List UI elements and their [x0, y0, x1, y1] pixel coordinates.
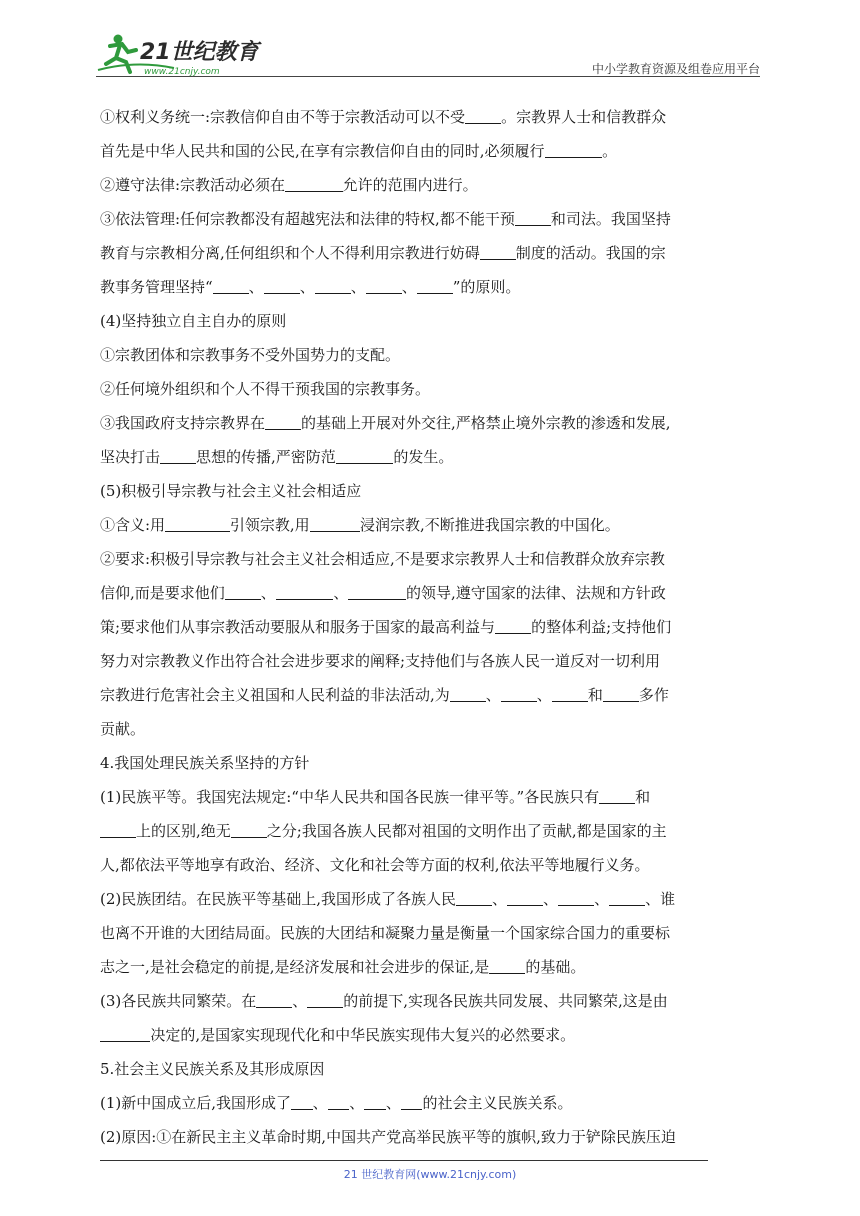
fill-in-blank	[417, 275, 453, 294]
text-line	[100, 304, 762, 338]
text-segment: 的整体利益;支持他们	[531, 618, 672, 636]
text-line	[100, 474, 762, 508]
text-segment: ③依法管理:任何宗教都没有超越宪法和法律的特权,都不能干预	[100, 210, 515, 228]
text-segment: 、	[292, 992, 308, 1010]
footer-source: 21 世纪教育网(www.21cnjy.com)	[343, 1168, 517, 1181]
fill-in-blank	[160, 445, 196, 464]
text-segment: 和	[587, 686, 603, 704]
fill-in-blank	[465, 105, 501, 124]
text-line	[100, 814, 762, 848]
text-segment: 也离不开谁的大团结局面。民族的大团结和凝聚力量是衡量一个国家综合国力的重要标	[100, 924, 671, 942]
text-line	[100, 780, 762, 814]
text-segment: 、	[385, 1094, 401, 1112]
text-segment: 、	[299, 278, 315, 296]
text-segment: ①宗教团体和宗教事务不受外国势力的支配。	[100, 346, 401, 364]
text-segment: (1)新中国成立后,我国形成了	[100, 1094, 292, 1112]
text-line	[100, 746, 762, 780]
fill-in-blank	[599, 785, 635, 804]
text-segment: 首先是中华人民共和国的公民,在享有宗教信仰自由的同时,必须履行	[100, 142, 545, 160]
text-segment: ②要求:积极引导宗教与社会主义社会相适应,不是要求宗教界人士和信教群众放弃宗教	[100, 550, 665, 568]
text-line	[100, 100, 762, 134]
text-line	[100, 1086, 762, 1120]
text-line	[100, 202, 762, 236]
fill-in-blank	[276, 581, 334, 600]
logo-text: 21世纪教育	[140, 40, 259, 65]
text-segment: 浸润宗教,不断推进我国宗教的中国化。	[360, 516, 620, 534]
text-segment: (4)坚持独立自主自办的原则	[100, 312, 287, 330]
fill-in-blank	[336, 445, 394, 464]
fill-in-blank	[558, 887, 594, 906]
text-line	[100, 950, 762, 984]
text-segment: 、	[248, 278, 264, 296]
text-segment: 、	[401, 278, 417, 296]
fill-in-blank	[552, 683, 588, 702]
text-segment: 多作	[638, 686, 669, 704]
text-segment: 宗教进行危害社会主义祖国和人民利益的非法活动,为	[100, 686, 450, 704]
text-segment: 、	[260, 584, 276, 602]
text-segment: 、	[349, 1094, 365, 1112]
text-segment: ①含义:用	[100, 516, 166, 534]
text-segment: (2)原因:①在新民主主义革命时期,中国共产党高举民族平等的旗帜,致力于铲除民族压迫	[100, 1128, 676, 1146]
text-line	[100, 848, 762, 882]
text-segment: 。宗教界人士和信教群众	[501, 108, 667, 126]
fill-in-blank	[507, 887, 543, 906]
footer-divider	[100, 1160, 708, 1161]
text-segment: 的前提下,实现各民族共同发展、共同繁荣,这是由	[343, 992, 668, 1010]
fill-in-blank	[225, 581, 261, 600]
text-segment: 人,都依法平等地享有政治、经济、文化和社会等方面的权利,依法平等地履行义务。	[100, 856, 650, 874]
text-segment: 的社会主义民族关系。	[422, 1094, 573, 1112]
text-line	[100, 916, 762, 950]
text-segment: 努力对宗教教义作出符合社会进步要求的阐释;支持他们与各族人民一道反对一切利用	[100, 652, 661, 670]
text-segment: 、	[543, 890, 559, 908]
fill-in-blank	[285, 173, 343, 192]
text-line	[100, 168, 762, 202]
fill-in-blank	[366, 275, 402, 294]
text-segment: (5)积极引导宗教与社会主义社会相适应	[100, 482, 362, 500]
text-segment: 志之一,是社会稳定的前提,是经济发展和社会进步的保证,是	[100, 958, 490, 976]
text-segment: ”的原则。	[452, 278, 521, 296]
fill-in-blank	[291, 1091, 313, 1110]
text-segment: ①权利义务统一:宗教信仰自由不等于宗教活动可以不受	[100, 108, 466, 126]
fill-in-blank	[609, 887, 645, 906]
text-segment: 信仰,而是要求他们	[100, 584, 225, 602]
fill-in-blank	[348, 581, 406, 600]
text-segment: 之分;我国各族人民都对祖国的文明作出了贡献,都是国家的主	[266, 822, 667, 840]
text-segment: 策;要求他们从事宗教活动要服从和服务于国家的最高利益与	[100, 618, 496, 636]
text-line	[100, 406, 762, 440]
fill-in-blank	[515, 207, 551, 226]
text-segment: 的基础。	[525, 958, 586, 976]
fill-in-blank	[315, 275, 351, 294]
text-line	[100, 440, 762, 474]
fill-in-blank	[165, 513, 230, 532]
fill-in-blank	[310, 513, 360, 532]
fill-in-blank	[264, 275, 300, 294]
fill-in-blank	[450, 683, 486, 702]
text-segment: ③我国政府支持宗教界在	[100, 414, 266, 432]
text-line	[100, 882, 762, 916]
text-segment: 思想的传播,严密防范	[196, 448, 336, 466]
fill-in-blank	[456, 887, 492, 906]
text-line	[100, 372, 762, 406]
fill-in-blank	[501, 683, 537, 702]
text-line	[100, 270, 762, 304]
text-segment: 的发生。	[393, 448, 454, 466]
fill-in-blank	[256, 989, 292, 1008]
fill-in-blank	[328, 1091, 350, 1110]
text-segment: 、	[536, 686, 552, 704]
text-segment: 5.社会主义民族关系及其形成原因	[100, 1060, 325, 1078]
text-line	[100, 984, 762, 1018]
text-segment: (2)民族团结。在民族平等基础上,我国形成了各族人民	[100, 890, 457, 908]
text-line	[100, 610, 762, 644]
text-line	[100, 712, 762, 746]
text-segment: 贡献。	[100, 720, 146, 738]
page-header	[96, 30, 760, 80]
text-line	[100, 644, 762, 678]
text-segment: 的基础上开展对外交往,严格禁止境外宗教的渗透和发展,	[301, 414, 671, 432]
text-line	[100, 1052, 762, 1086]
text-line	[100, 678, 762, 712]
text-line	[100, 338, 762, 372]
text-segment: 4.我国处理民族关系坚持的方针	[100, 754, 310, 772]
fill-in-blank	[100, 819, 136, 838]
text-segment: 和司法。我国坚持	[550, 210, 671, 228]
text-segment: (1)民族平等。我国宪法规定:“中华人民共和国各民族一律平等。”各民族只有	[100, 788, 600, 806]
platform-name: 中小学教育资源及组卷应用平台	[591, 62, 760, 76]
fill-in-blank	[401, 1091, 423, 1110]
text-segment: 、	[350, 278, 366, 296]
fill-in-blank	[100, 1023, 150, 1042]
text-segment: 上的区别,绝无	[136, 822, 231, 840]
text-segment: 允许的范围内进行。	[342, 176, 478, 194]
text-segment: 决定的,是国家实现现代化和中华民族实现伟大复兴的必然要求。	[150, 1026, 576, 1044]
text-line	[100, 236, 762, 270]
fill-in-blank	[603, 683, 639, 702]
document-body	[100, 100, 762, 1154]
text-line	[100, 1120, 762, 1154]
text-segment: 坚决打击	[100, 448, 161, 466]
fill-in-blank	[480, 241, 516, 260]
text-segment: 、	[333, 584, 349, 602]
text-line	[100, 576, 762, 610]
fill-in-blank	[265, 411, 301, 430]
fill-in-blank	[545, 139, 603, 158]
text-segment: 、	[594, 890, 610, 908]
text-segment: (3)各民族共同繁荣。在	[100, 992, 257, 1010]
fill-in-blank	[213, 275, 249, 294]
fill-in-blank	[231, 819, 267, 838]
fill-in-blank	[489, 955, 525, 974]
fill-in-blank	[495, 615, 531, 634]
text-line	[100, 542, 762, 576]
text-segment: 制度的活动。我国的宗	[515, 244, 666, 262]
text-segment: 和	[635, 788, 651, 806]
text-line	[100, 1018, 762, 1052]
text-segment: 教事务管理坚持“	[100, 278, 213, 296]
logo-21cnjy	[96, 30, 266, 78]
text-segment: 、	[492, 890, 508, 908]
text-segment: 、	[485, 686, 501, 704]
text-segment: 教育与宗教相分离,任何组织和个人不得利用宗教进行妨碍	[100, 244, 480, 262]
text-segment: 引领宗教,用	[229, 516, 310, 534]
text-line	[100, 508, 762, 542]
text-segment: 、谁	[645, 890, 676, 908]
text-segment: ②遵守法律:宗教活动必须在	[100, 176, 286, 194]
text-segment: 。	[602, 142, 618, 160]
fill-in-blank	[307, 989, 343, 1008]
text-segment: 、	[312, 1094, 328, 1112]
header-divider	[96, 76, 760, 77]
text-segment: 的领导,遵守国家的法律、法规和方针政	[406, 584, 666, 602]
text-segment: ②任何境外组织和个人不得干预我国的宗教事务。	[100, 380, 431, 398]
logo-url: www.21cnjy.com	[144, 67, 220, 77]
fill-in-blank	[364, 1091, 386, 1110]
text-line	[100, 134, 762, 168]
